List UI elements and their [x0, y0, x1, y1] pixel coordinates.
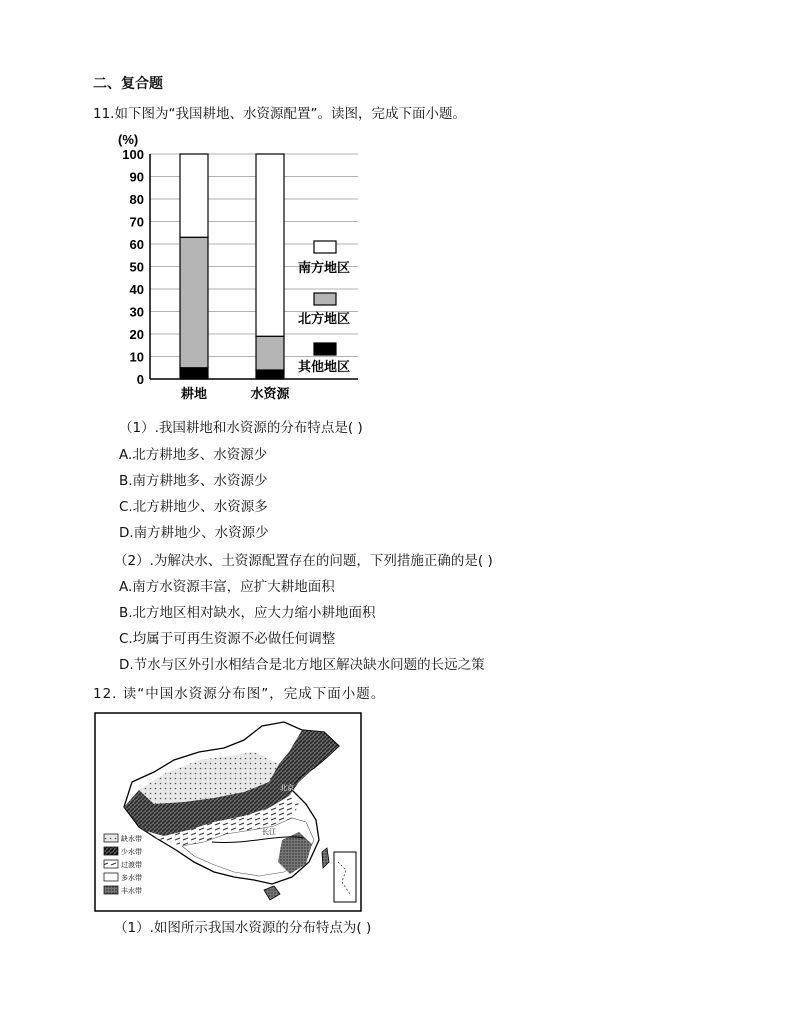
- map-legend-label-scarce: 缺水带: [121, 835, 142, 843]
- map-legend-label-high: 多水带: [121, 874, 142, 882]
- map-label-changjiang: 长江: [262, 828, 276, 836]
- question-12-stem: 12. 读“中国水资源分布图”，完成下面小题。: [93, 686, 386, 702]
- y-tick-label: 70: [129, 214, 144, 230]
- map-legend-swatch-rich: [104, 886, 118, 894]
- q12-sub1-stem: （1）.如图所示我国水资源的分布特点为( ): [114, 920, 372, 936]
- y-tick-label: 20: [129, 327, 144, 342]
- q11-sub2-option-d[interactable]: D.节水与区外引水相结合是北方地区解决缺水问题的长远之策: [119, 657, 485, 673]
- q11-sub1-option-b[interactable]: B.南方耕地多、水资源少: [119, 473, 268, 489]
- y-tick-label: 50: [129, 259, 144, 275]
- y-axis-unit-label: (%): [118, 132, 139, 147]
- q11-sub1-option-a[interactable]: A.北方耕地多、水资源少: [119, 447, 268, 463]
- q11-sub1-option-d[interactable]: D.南方耕地少、水资源少: [119, 525, 269, 541]
- map-legend-swatch-scarce: [104, 834, 118, 842]
- y-tick-label: 40: [129, 282, 144, 297]
- q11-sub2-option-b[interactable]: B.北方地区相对缺水，应大力缩小耕地面积: [119, 605, 376, 621]
- y-tick-label: 10: [129, 349, 144, 365]
- chart-legend: [290, 235, 370, 375]
- legend-swatch-other: [314, 343, 336, 355]
- chart-y-ticks: [122, 147, 144, 387]
- q11-sub2-option-c[interactable]: C.均属于可再生资源不必做任何调整: [119, 631, 336, 647]
- y-tick-label: 0: [136, 372, 144, 387]
- bar-segment: [256, 336, 284, 370]
- y-tick-label: 100: [122, 147, 144, 162]
- map-legend-swatch-transition: [104, 860, 118, 868]
- map-legend-swatch-high: [104, 873, 118, 881]
- map-legend-label-transition: 过渡带: [121, 861, 142, 869]
- q11-sub1-stem: （1）.我国耕地和水资源的分布特点是( ): [119, 420, 363, 436]
- bar-segment: [256, 154, 284, 336]
- chart-category-labels: [181, 386, 291, 402]
- bar-segment: [180, 237, 208, 368]
- map-legend-swatch-low: [104, 847, 118, 855]
- legend-label-south: 南方地区: [298, 261, 351, 276]
- q11-sub1-option-c[interactable]: C.北方耕地少、水资源多: [119, 499, 268, 515]
- y-tick-label: 30: [129, 304, 144, 320]
- legend-swatch-north: [314, 293, 336, 305]
- q11-sub2-option-a[interactable]: A.南方水资源丰富，应扩大耕地面积: [119, 579, 335, 595]
- map-legend-label-rich: 丰水带: [121, 887, 142, 895]
- legend-label-other: 其他地区: [298, 360, 351, 375]
- category-label: 耕地: [180, 387, 208, 402]
- y-tick-label: 90: [129, 169, 144, 185]
- category-label: 水资源: [250, 387, 290, 402]
- bar-segment: [180, 154, 208, 237]
- legend-swatch-south: [314, 241, 336, 253]
- section-title: 二、复合题: [93, 76, 163, 92]
- bar-segment: [256, 370, 284, 379]
- bar-segment: [180, 368, 208, 379]
- map-label-beijing: 北京: [280, 784, 294, 792]
- y-tick-label: 80: [129, 192, 144, 207]
- question-11-stem: 11.如下图为“我国耕地、水资源配置”。读图，完成下面小题。: [93, 106, 466, 122]
- y-tick-label: 60: [129, 237, 144, 252]
- map-south-sea-inset: [334, 852, 356, 902]
- legend-label-north: 北方地区: [298, 312, 351, 327]
- map-legend-label-low: 少水带: [121, 848, 142, 856]
- q11-sub2-stem: （2）.为解决水、土资源配置存在的问题，下列措施正确的是( ): [114, 553, 493, 569]
- china-water-resources-map: [94, 712, 362, 912]
